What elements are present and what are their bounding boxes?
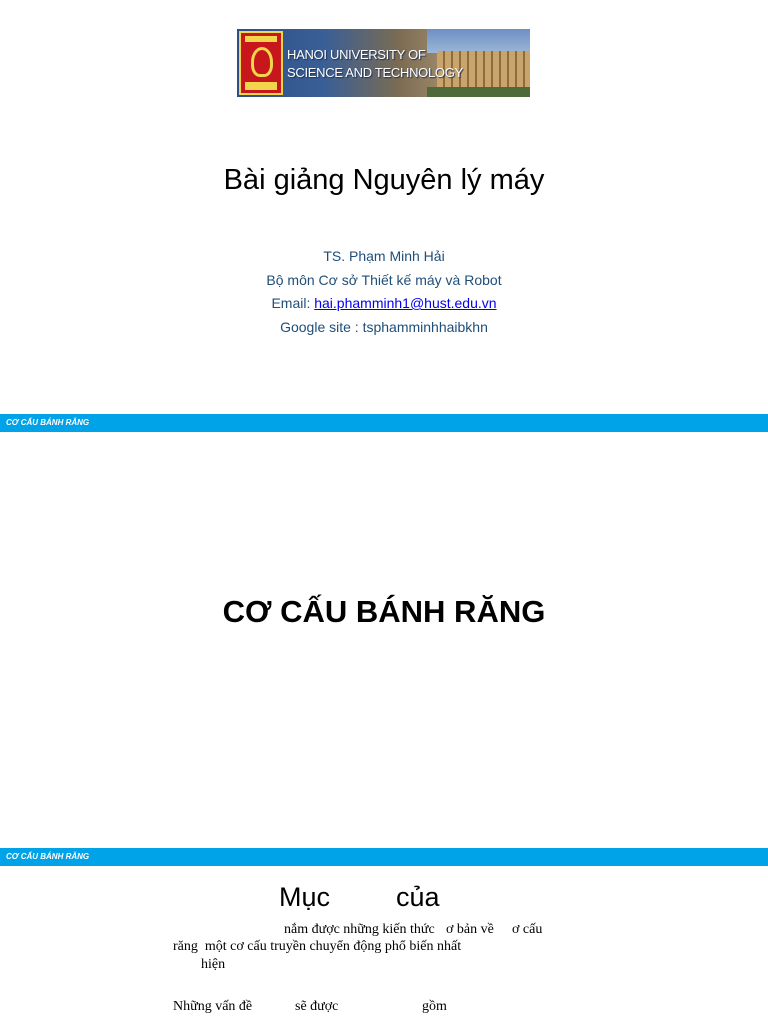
- body-text-line-3: hiện: [201, 957, 226, 972]
- body-text-line-4b: sẽ được: [295, 999, 339, 1014]
- section-title: CƠ CẤU BÁNH RĂNG: [222, 594, 546, 629]
- slide-header-text: CƠ CẤU BÁNH RĂNG: [6, 418, 90, 427]
- department-name: Bộ môn Cơ sở Thiết kế máy và Robot: [266, 272, 502, 288]
- slide-objectives: [0, 848, 768, 1024]
- body-text-line-1a: nắm được những kiến thức: [284, 922, 435, 937]
- objectives-title-part-2: của: [396, 882, 440, 912]
- body-text-line-1b: ơ bản về: [446, 922, 494, 937]
- body-text-line-4a: Những vấn đề: [173, 999, 253, 1014]
- google-site-line: Google site : tsphamminhhaibkhn: [280, 319, 488, 335]
- university-logo-icon: [239, 31, 283, 95]
- author-name: TS. Phạm Minh Hải: [323, 248, 445, 264]
- banner-line-2: SCIENCE AND TECHNOLOGY: [287, 65, 463, 80]
- university-banner: [237, 29, 530, 97]
- slide-title: [0, 0, 768, 414]
- email-link[interactable]: hai.phamminh1@hust.edu.vn: [314, 295, 497, 311]
- slide-header-text: CƠ CẤU BÁNH RĂNG: [6, 852, 90, 861]
- email-line: [0, 295, 768, 311]
- slide-header-bar: [0, 414, 768, 432]
- objectives-title-part-1: Mục: [279, 882, 331, 912]
- email-label: Email:: [271, 295, 315, 311]
- banner-line-1: HANOI UNIVERSITY OF: [287, 47, 426, 62]
- body-text-line-2: răng một cơ cấu truyền chuyển động phổ biến nhất: [173, 939, 462, 954]
- body-text-line-4c: gồm: [422, 999, 447, 1014]
- body-text-line-1c: ơ cấu: [512, 922, 543, 937]
- slide-header-bar: [0, 848, 768, 866]
- lecture-title: Bài giảng Nguyên lý máy: [223, 164, 545, 196]
- slide-section: [0, 414, 768, 848]
